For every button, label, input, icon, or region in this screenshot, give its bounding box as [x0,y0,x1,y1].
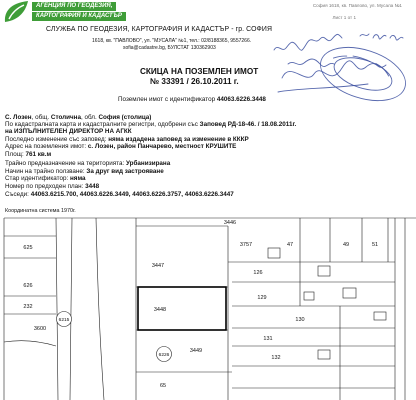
usage-line [5,168,164,175]
corner-address: София 1618, кв. Павлово, ул. Мусала №1 [312,3,402,8]
document-title: СКИЦА НА ПОЗЕМЛЕН ИМОТ [140,67,259,76]
old-id-label: Стар идентификатор: [5,175,70,182]
parcel-label: 131 [263,336,273,342]
subject-parcel-3448 [138,287,226,330]
right-block-lines [228,218,405,400]
parcel-label: 3446 [223,220,237,226]
old-id-value: няма [69,175,86,182]
sheet-number: Лист 1 от 1 [332,15,356,20]
property-identifier-line [118,96,266,103]
approval-label: По кадастралната карта и кадастралните регистри, одобрени със [5,121,200,128]
prev-plan-value: 3448 [85,183,100,190]
region-label: , обл. [80,114,99,121]
parcel-label: 626 [23,283,33,289]
last-change-line [5,136,249,143]
zone-label: 6226 [158,353,170,358]
purpose-value: Урбанизирана [125,160,171,167]
agency-logo [2,0,162,24]
round-stamp [314,38,413,111]
area-label: Площ: [5,151,26,158]
usage-label: Начин на трайно ползване: [5,168,87,175]
area-line [5,151,51,158]
building [318,350,330,359]
left-parcel-lines [4,236,56,346]
old-identifier-line [5,175,86,182]
agency-emblem-icon [2,0,32,24]
signature [282,61,386,78]
parcel-label: 3757 [239,242,253,248]
building [374,312,386,320]
document-number: № 33391 / 26.10.2011 г. [150,77,239,86]
office-address: 1618, кв. "ПАВЛОВО", ул. "МУСАЛА" №1, тел.: 02/8188365, 9557266. [92,38,252,44]
parcel-label: 3449 [189,348,203,354]
identifier-label: Поземлен имот с идентификатор [118,96,217,103]
purpose-line [5,160,170,167]
approval-line [5,121,296,128]
area-value: 761 кв.м [25,151,52,158]
prev-plan-label: Номер по предходен план: [5,183,86,190]
address-line [5,143,236,150]
cadastral-map [0,215,416,400]
map-boundaries [4,218,416,400]
parcel-labels [23,220,378,389]
building [304,292,314,300]
parcel-label: 49 [342,242,350,248]
parcel-label: 132 [271,355,281,361]
coordinate-system: Координатна система 1970г. [5,208,76,214]
municipality: Столична [50,114,81,121]
purpose-label: Трайно предназначение на територията: [5,160,126,167]
parcel-label: 625 [23,245,33,251]
agency-name-line1: АГЕНЦИЯ ПО ГЕОДЕЗИЯ, [32,2,116,11]
office-contacts: sofia@cadastre.bg, БУЛСТАТ 130362903 [123,45,216,51]
office-title: СЛУЖБА ПО ГЕОДЕЗИЯ, КАРТОГРАФИЯ И КАДАСТЪР - гр. СОФИЯ [46,26,273,33]
zone-markers [57,312,172,362]
agency-name-line2: КАРТОГРАФИЯ И КАДАСТЪР [32,12,126,21]
last-change-label: Последно изменение със заповед: [5,136,109,143]
usage-value: За друг вид застрояване [86,168,164,175]
parcel-label: 130 [295,317,305,323]
approval-order: Заповед РД-18-46. / 18.08.2011г. [199,121,297,128]
parcel-label: 126 [253,270,263,276]
building [318,266,330,276]
parcel-label: 51 [371,242,379,248]
handwritten-note [274,34,342,50]
stamp-and-signature [268,22,414,116]
neighbours-label: Съседи: [5,191,31,198]
previous-plan-line [5,183,99,190]
parcel-label: 47 [286,242,294,248]
handwritten-date [360,34,403,40]
buildings [268,248,386,359]
zone-label: 6215 [58,318,70,323]
neighbours-line [5,191,234,198]
approval-authority: на ИЗПЪЛНИТЕЛЕН ДИРЕКТОР НА АГКК [5,128,132,135]
municipality-label: , общ. [31,114,51,121]
building [343,288,356,298]
parcel-label: 3447 [151,263,165,269]
curved-boundary [96,218,104,400]
map-frame [4,218,416,400]
settlement: С. Лозен [5,114,32,121]
region: София (столица) [98,114,152,121]
neighbours-value: 44063.6215.700, 44063.6226.3449, 44063.6226.3757, 44063.6226.3447 [30,191,234,198]
address-label: Адрес на поземления имот: [5,143,88,150]
building [268,248,280,258]
parcel-label: 129 [257,295,267,301]
parcel-label: 3600 [33,326,47,332]
parcel-label: 232 [23,304,33,310]
identifier-value: 44063.6226.3448 [216,96,266,103]
location-line [5,114,151,121]
address-value: с. Лозен, район Панчарево, местност КРУШИТЕ [87,143,237,150]
last-change-value: няма издадена заповед за изменение в КККР [108,136,249,143]
handwritten-note-2 [288,59,334,67]
parcel-label: 3448 [153,307,167,313]
road-strip [56,218,72,400]
parcel-column-lines [136,218,232,400]
signature-underline [278,84,368,92]
parcel-label: 65 [159,383,167,389]
